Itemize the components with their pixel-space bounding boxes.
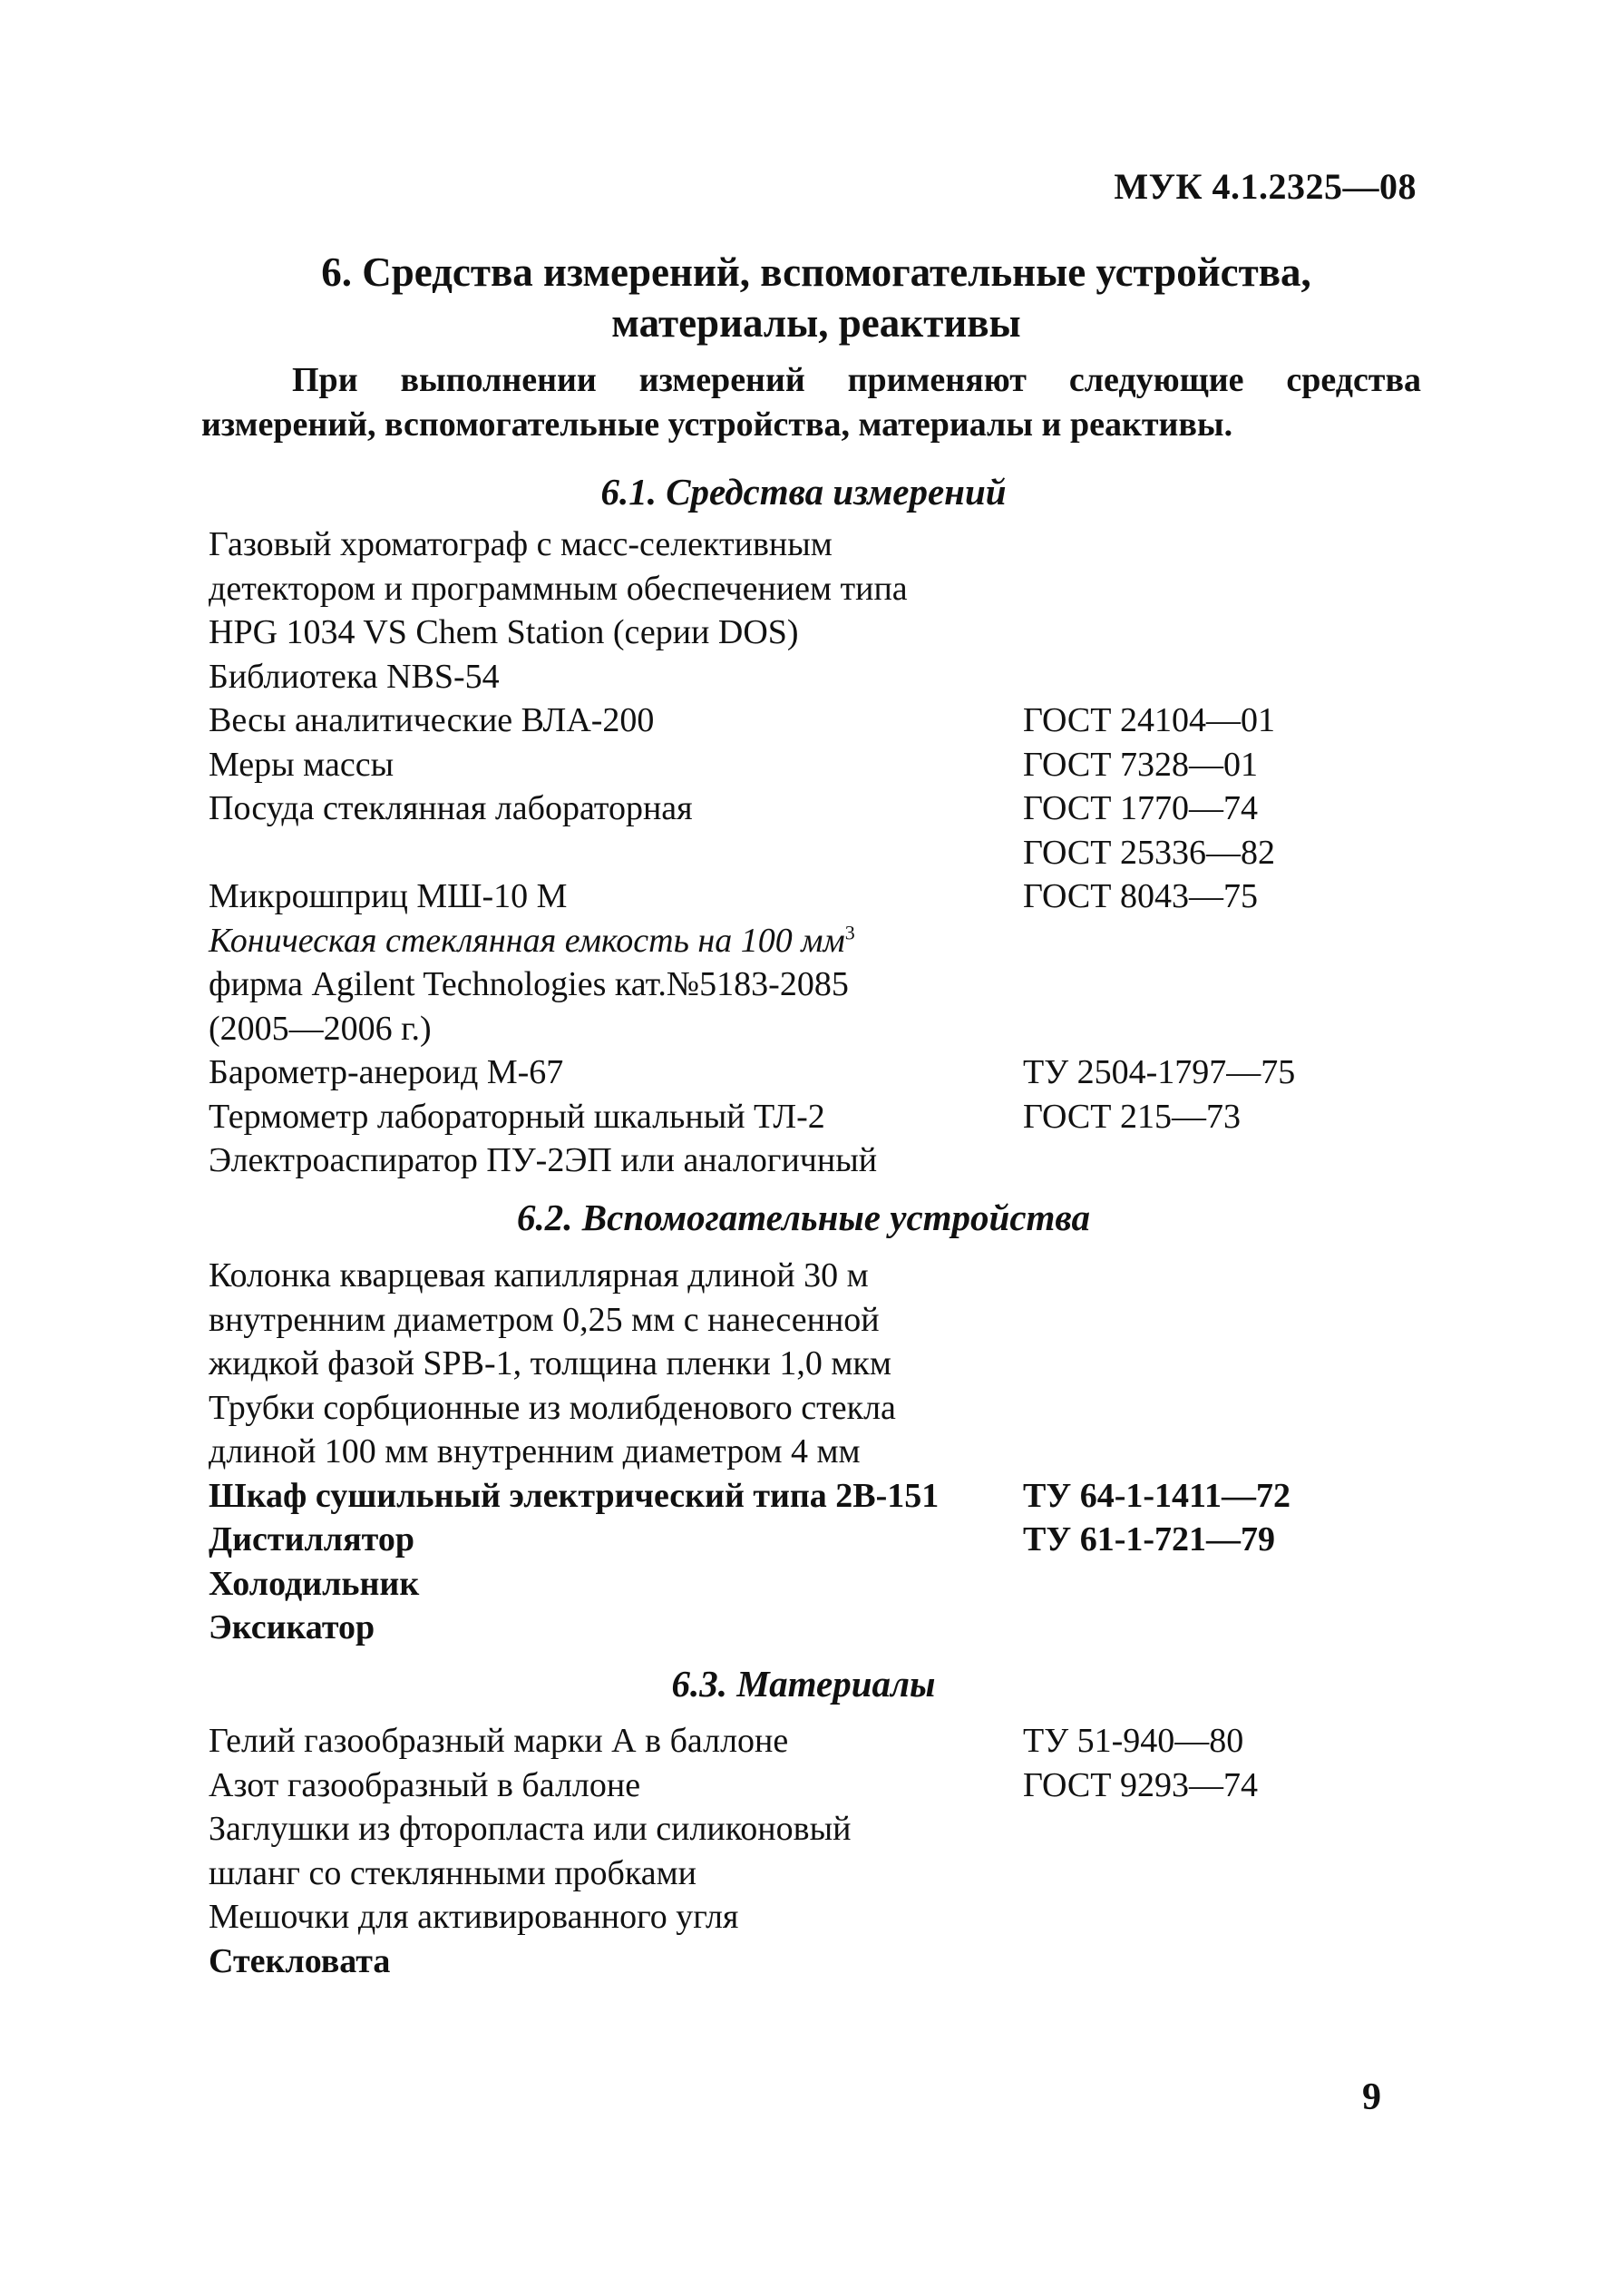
item-standard: ГОСТ 1770—74 xyxy=(1023,789,1258,827)
subsection-title-6-3: 6.3. Материалы xyxy=(671,1663,936,1705)
list-item xyxy=(209,1138,1433,1183)
list-item xyxy=(209,787,1433,831)
list-item xyxy=(209,1606,1433,1650)
item-name: Шкаф сушильный электрический типа 2В-151 xyxy=(209,1476,940,1515)
item-name: Микрошприц МШ-10 М xyxy=(209,877,568,915)
item-name: длиной 100 мм внутренним диаметром 4 мм xyxy=(209,1432,861,1470)
item-name: Библиотека NBS-54 xyxy=(209,657,500,696)
list-item xyxy=(209,1095,1433,1139)
list-item xyxy=(209,1474,1433,1519)
item-standard: ГОСТ 24104—01 xyxy=(1023,701,1275,739)
list-item xyxy=(209,1050,1433,1095)
item-name: Электроаспиратор ПУ-2ЭП или аналогичный xyxy=(209,1141,878,1179)
item-standard: ГОСТ 25336—82 xyxy=(1023,833,1275,872)
list-item xyxy=(209,1939,1433,1984)
list-item xyxy=(209,1851,1433,1896)
list-item xyxy=(209,1807,1433,1851)
list-item xyxy=(209,919,1433,963)
item-name: Гелий газообразный марки А в баллоне xyxy=(209,1722,789,1760)
item-name: Весы аналитические ВЛА-200 xyxy=(209,701,655,739)
item-name: шланг со стеклянными пробками xyxy=(209,1853,697,1892)
list-item xyxy=(209,1007,1433,1051)
item-standard: ТУ 51-940—80 xyxy=(1023,1722,1244,1760)
item-name: внутренним диаметром 0,25 мм с нанесенной xyxy=(209,1300,880,1339)
list-item xyxy=(209,699,1433,743)
list-item xyxy=(209,1298,1433,1343)
list-item xyxy=(209,1562,1433,1607)
list-item xyxy=(209,523,1433,567)
item-name: Мешочки для активированного угля xyxy=(209,1898,739,1936)
list-item xyxy=(209,1895,1433,1939)
list-item xyxy=(209,1764,1433,1808)
item-standard: ГОСТ 215—73 xyxy=(1023,1097,1241,1136)
list-item xyxy=(209,655,1433,699)
item-standard: ТУ 2504-1797—75 xyxy=(1023,1053,1296,1091)
list-item xyxy=(209,962,1433,1007)
measurement-instruments-list xyxy=(209,523,1433,1183)
item-name: Азот газообразный в баллоне xyxy=(209,1765,641,1804)
item-name: Газовый хроматограф с масс-селективным xyxy=(209,525,833,563)
item-name: детектором и программным обеспечением типа xyxy=(209,569,908,608)
list-item xyxy=(209,1430,1433,1474)
item-name: Посуда стеклянная лабораторная xyxy=(209,789,693,827)
item-name: Холодильник xyxy=(209,1564,420,1603)
item-name: фирма Agilent Technologies кат.№5183-2085 xyxy=(209,965,849,1003)
subsection-title-6-1: 6.1. Средства измерений xyxy=(600,471,1007,513)
list-item xyxy=(209,874,1433,919)
item-name: Меры массы xyxy=(209,745,394,784)
item-name: HPG 1034 VS Chem Station (серии DOS) xyxy=(209,613,799,651)
item-name: Барометр-анероид М-67 xyxy=(209,1053,564,1091)
item-standard: ГОСТ 7328—01 xyxy=(1023,745,1258,784)
auxiliary-devices-list xyxy=(209,1254,1433,1650)
subsection-title-6-2: 6.2. Вспомогательные устройства xyxy=(517,1197,1090,1238)
section-intro: При выполнении измерений применяют следующие средства измерений, вспомогательные устройства, материалы и реактивы. xyxy=(201,361,1421,444)
item-name-text: Коническая стеклянная емкость на 100 мм xyxy=(209,921,845,960)
item-name: Трубки сорбционные из молибденового стекла xyxy=(209,1388,896,1427)
item-standard: ГОСТ 9293—74 xyxy=(1023,1765,1258,1804)
list-item xyxy=(209,1342,1433,1386)
list-item xyxy=(209,1254,1433,1298)
list-item xyxy=(209,1518,1433,1562)
list-item xyxy=(209,611,1433,655)
list-item xyxy=(209,1386,1433,1431)
item-standard: ГОСТ 8043—75 xyxy=(1023,877,1258,915)
item-name: Эксикатор xyxy=(209,1608,375,1646)
item-name: Термометр лабораторный шкальный ТЛ-2 xyxy=(209,1097,825,1136)
item-name: Заглушки из фторопласта или силиконовый xyxy=(209,1810,852,1848)
materials-list xyxy=(209,1719,1433,1983)
list-item xyxy=(209,743,1433,787)
item-standard: ТУ 64-1-1411—72 xyxy=(1023,1476,1290,1515)
list-item xyxy=(209,567,1433,611)
item-name: (2005—2006 г.) xyxy=(209,1009,432,1048)
item-name: Колонка кварцевая капиллярная длиной 30 м xyxy=(209,1256,869,1295)
item-name: Дистиллятор xyxy=(209,1520,414,1558)
item-name xyxy=(209,919,855,963)
item-name: Стекловата xyxy=(209,1941,391,1980)
page-number: 9 xyxy=(1362,2076,1381,2118)
item-standard: ТУ 61-1-721—79 xyxy=(1023,1520,1276,1558)
list-item xyxy=(209,831,1433,875)
section-title: 6. Средства измерений, вспомогательные устройства, материалы, реактивы xyxy=(321,249,1311,346)
list-item xyxy=(209,1719,1433,1764)
superscript: 3 xyxy=(844,920,855,943)
document-code: МУК 4.1.2325—08 xyxy=(1114,166,1417,207)
item-name: жидкой фазой SPB-1, толщина пленки 1,0 мкм xyxy=(209,1344,891,1382)
